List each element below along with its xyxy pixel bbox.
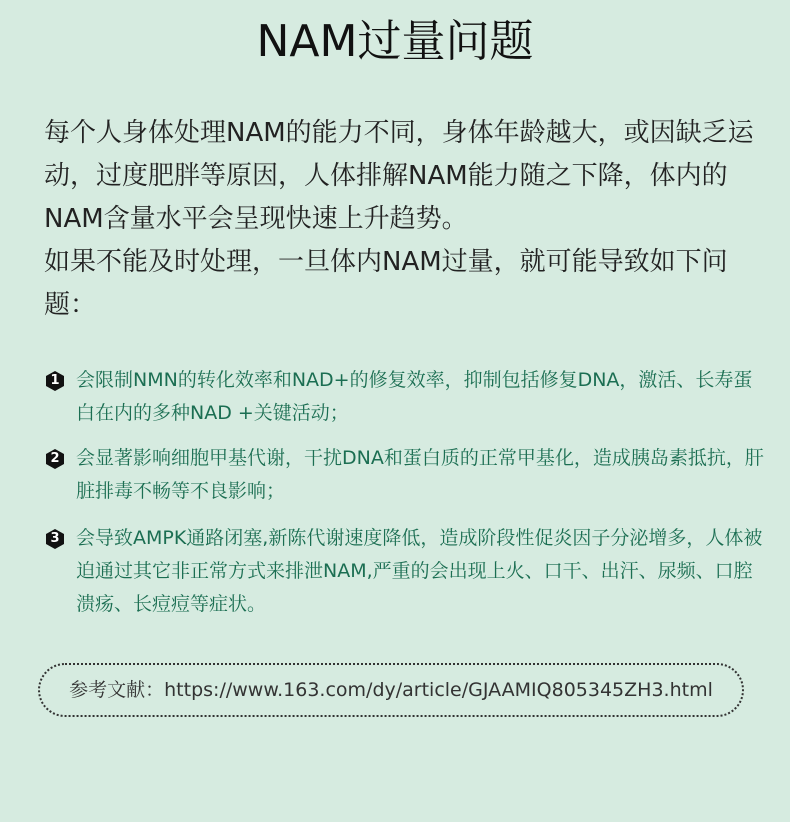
problem-number-3: 3 (50, 531, 60, 546)
problem-text-3: 会导致AMPK通路闭塞,新陈代谢速度降低，造成阶段性促炎因子分泌增多，人体被迫通过其它非正常方式来排泄NAM,严重的会出现上火、口干、出汗、尿频、口腔溃疡、长痘痘等症状。 (76, 527, 763, 615)
hexagon-number-icon (44, 448, 66, 470)
problem-text-2: 会显著影响细胞甲基代谢，干扰DNA和蛋白质的正常甲基化，造成胰岛素抵抗，肝脏排毒不畅等不良影响； (76, 447, 764, 502)
hexagon-number-icon (44, 370, 66, 392)
problem-item-1 (44, 364, 764, 430)
reference-text: 参考文献：https://www.163.com/dy/article/GJAAMIQ805345ZH3.html (69, 679, 713, 701)
intro-paragraph-1: 每个人身体处理NAM的能力不同，身体年龄越大，或因缺乏运动，过度肥胖等原因，人体排解NAM能力随之下降，体内的NAM含量水平会呈现快速上升趋势。 (44, 118, 754, 234)
problem-number-2: 2 (50, 451, 60, 466)
problem-item-3 (44, 522, 764, 621)
intro-text (44, 112, 754, 327)
problem-list (44, 364, 764, 634)
reference-box (38, 663, 744, 717)
hexagon-number-icon (44, 528, 66, 550)
page-title: NAM过量问题 (256, 16, 534, 67)
problem-item-2 (44, 442, 764, 508)
problem-number-1: 1 (50, 373, 60, 388)
intro-paragraph-2: 如果不能及时处理，一旦体内NAM过量，就可能导致如下问题： (44, 247, 728, 320)
problem-text-1: 会限制NMN的转化效率和NAD+的修复效率，抑制包括修复DNA，激活、长寿蛋白在内的多种NAD +关键活动； (76, 369, 753, 424)
